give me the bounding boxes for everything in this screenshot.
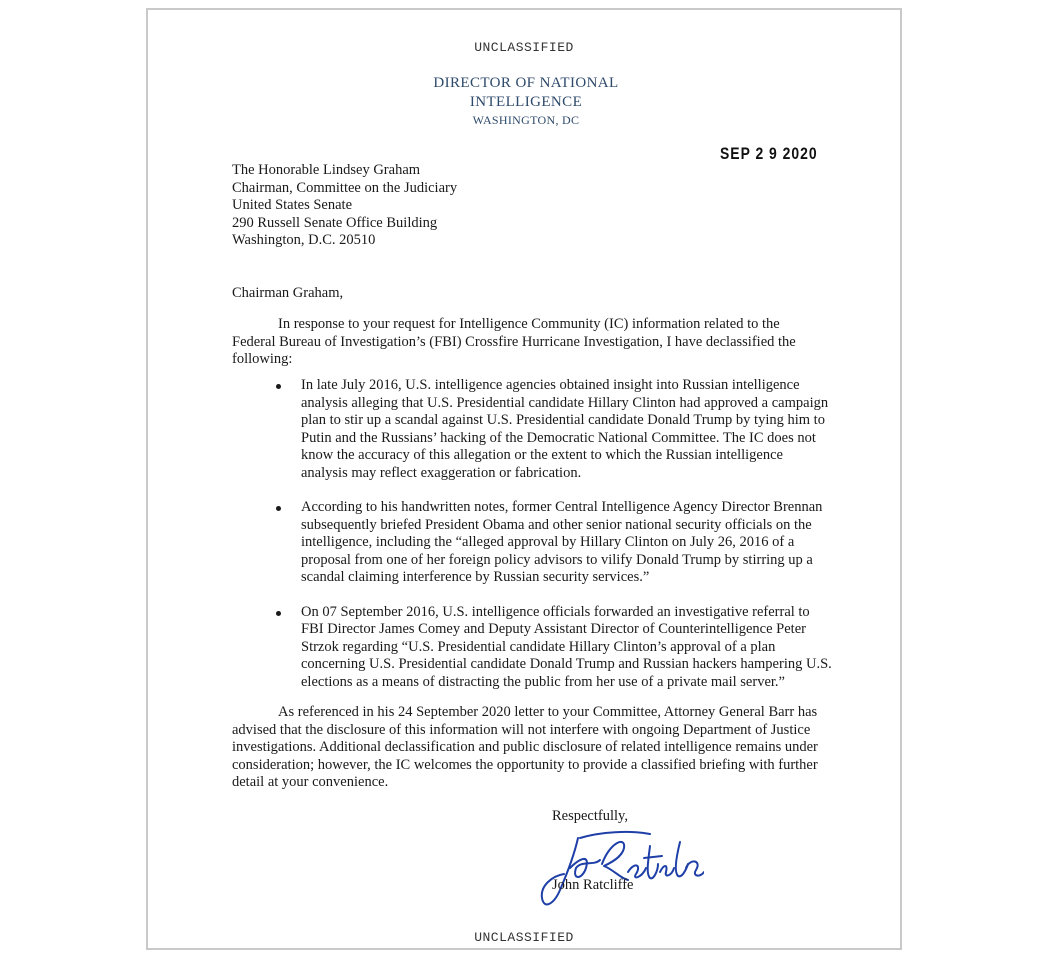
salutation: Chairman Graham, [232, 285, 344, 301]
list-item [232, 377, 832, 482]
classification-marking-bottom: UNCLASSIFIED [474, 930, 574, 945]
handwritten-signature [540, 824, 704, 914]
addressee-line: Chairman, Committee on the Judiciary [232, 179, 458, 196]
classification-marking-top: UNCLASSIFIED [474, 40, 574, 55]
closing-paragraph: As referenced in his 24 September 2020 letter to your Committee, Attorney General Barr has advised that the disclosure of this information will not interfere with ongoing Department of Justice investigations. Additional declassification and public disclosure of related intelligence remains under consideration; however, the IC welcomes the opportunity to provide a classified briefing with further detail at your convenience. [232, 704, 818, 790]
list-item-text: According to his handwritten notes, former Central Intelligence Agency Director Brennan subsequently briefed President Obama and other senior national security officials on the intelligence, including the “alleged approval by Hillary Clinton on July 26, 2016 of a proposal from one of her foreign policy advisors to vilify Donald Trump by stirring up a scandal claiming interference by Russian security services.” [301, 499, 823, 585]
addressee-line: 290 Russell Senate Office Building [232, 214, 438, 231]
addressee-line: Washington, D.C. 20510 [232, 232, 376, 248]
bullet-icon [276, 506, 281, 511]
letterhead [378, 74, 674, 128]
declassified-items-list [232, 377, 832, 708]
addressee-block [232, 162, 457, 250]
list-item-text: In late July 2016, U.S. intelligence agencies obtained insight into Russian intelligence analysis alleging that U.S. Presidential candidate Hillary Clinton had approved a campaign plan to stir up a scandal against U.S. Presidential candidate Donald Trump by tying him to Putin and the Russians’ hacking of the Democratic National Committee. The IC does not know the accuracy of this allegation or the extent to which the Russian intelligence analysis may reflect exaggeration or fabrication. [301, 377, 829, 481]
date-stamp: SEP 2 9 2020 [720, 144, 818, 163]
bullet-icon [276, 611, 281, 616]
letterhead-city: WASHINGTON, DC [472, 113, 580, 127]
letter-page [146, 8, 902, 950]
list-item [232, 604, 832, 692]
list-item-text: On 07 September 2016, U.S. intelligence officials forwarded an investigative referral to FBI Director James Comey and Deputy Assistant Director of Counterintelligence Peter Strzok regarding “U.S. Presidential candidate Hillary Clinton’s approval of a plan concerning U.S. Presidential candidate Donald Trump and Russian hackers hampering U.S. elections as a means of distracting the public from her use of a private mail server.” [301, 603, 832, 690]
signer-name: John Ratcliffe [552, 877, 634, 893]
addressee-line: United States Senate [232, 197, 353, 213]
addressee-line: The Honorable Lindsey Graham [232, 162, 421, 178]
letterhead-agency: DIRECTOR OF NATIONAL INTELLIGENCE [433, 75, 619, 110]
signoff: Respectfully, [552, 808, 628, 824]
intro-paragraph: In response to your request for Intelligence Community (IC) information related to the Federal Bureau of Investigation’s (FBI) Crossfire Hurricane Investigation, I have declassified the following: [232, 316, 796, 367]
bullet-icon [276, 384, 281, 389]
list-item [232, 499, 832, 587]
